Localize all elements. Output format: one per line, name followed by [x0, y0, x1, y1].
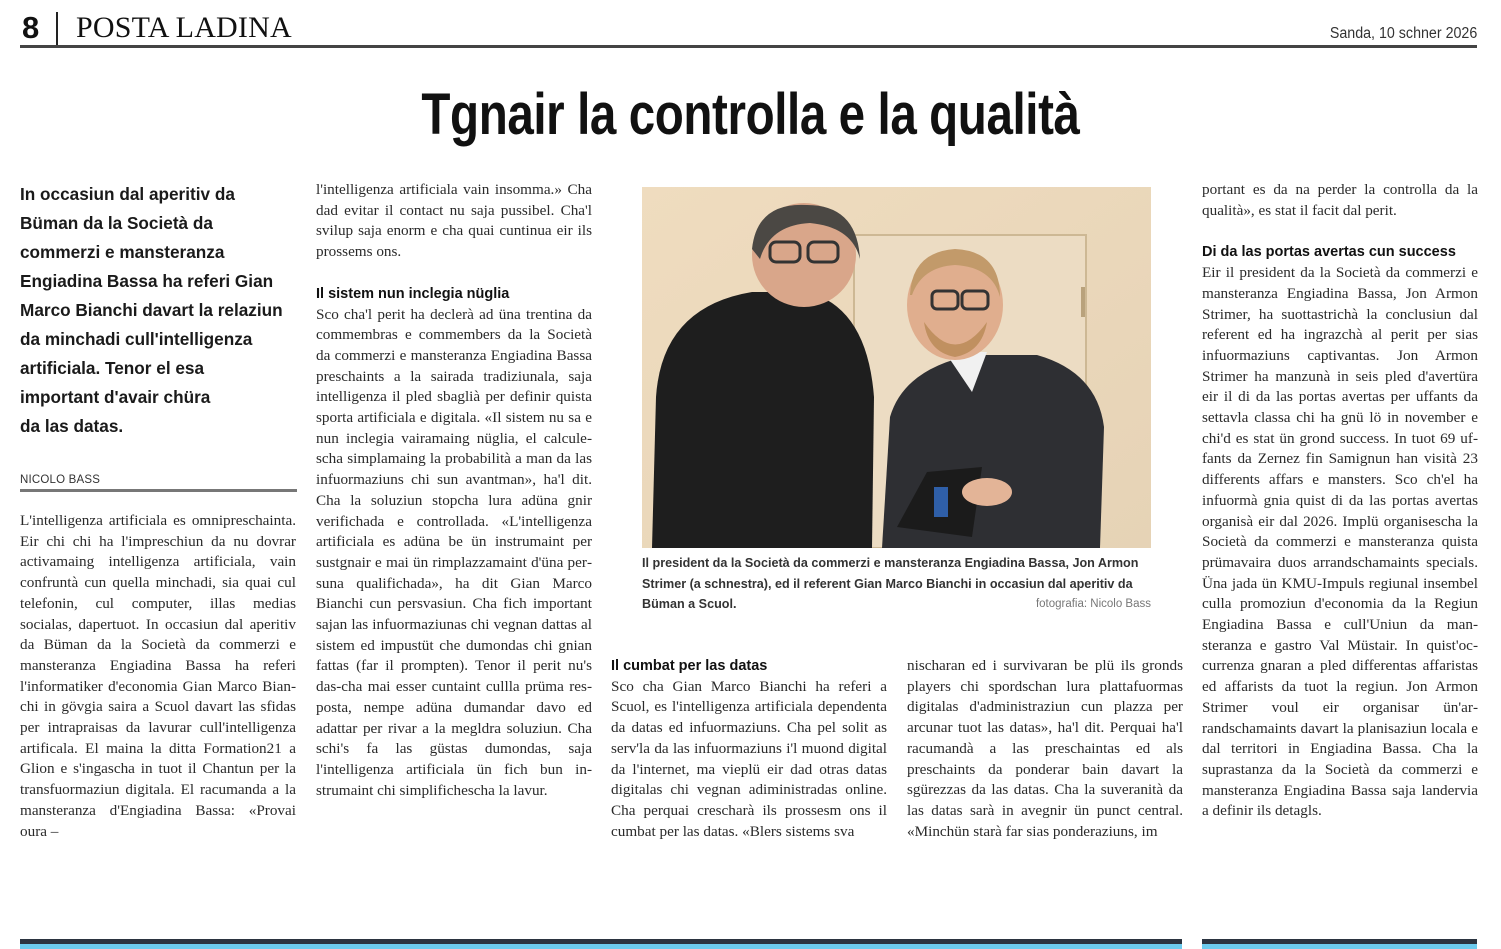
masthead [20, 8, 1477, 48]
page-number: 8 [22, 10, 40, 45]
photo-caption [642, 553, 1151, 615]
article-column-2 [316, 180, 592, 801]
body-paragraph: l'intelligenza artificiala vain insomma.» Cha dad evitar il contact nu saja pussibel. Cha'l svilup saja enorm e cha quai cuntinua eir ils prossems ons. [316, 181, 592, 261]
lead-line: Marco Bianchi davart la relaziun [20, 300, 283, 320]
body-paragraph: nischaran ed i survivaran be plü ils gronds players chi spordschan lura plattafuormas digitalas d'administraziun cun plazza per arcunar tuot las datas», ha'l dit. Perquai ha'l racumandà a las preschaintas ed als preschaints da ponderar bain davart la sgürezzas da las datas. Cha la suveranità da las datas sarà in avegnir ün punct central. «Minchün starà far sias ponderaziuns, im [907, 657, 1183, 840]
lead-line: Engiadina Bassa ha referi Gian [20, 271, 274, 291]
caption-text: Il president da la Società da commerzi e mansteranza Engiadina Bassa, Jon Armon Strimer (a schnestra), ed il referent Gian Marco Bianchi in occasiun dal aperitiv da Büman a Scuol. [642, 556, 1139, 611]
lead-line: Büman da la Società da [20, 213, 213, 233]
subheading: Il cumbat per las datas [611, 658, 768, 674]
body-paragraph: Sco cha'l perit ha declerà ad üna trentina da commembras e commembers da la Società da commerzi e mansteranza Engiadina Bassa preschaints a la sairada tradiziunala, saja intelligenza il pled sbaglià per definir quista sporta artificiala e digitala. «Il sistem nu sa e nun inclegia vairamaing nüglia, el calculescha simplamaing la probabilità a man da las infuormaziuns chi sun avantman», ha'l dit. Cha la soluziun stopcha lura adüna gnir verifichada e controllada. «L'intelligenza artificiala es adüna be ün instrumaint per sustgnair e mai ün rimplazzamaint d'üna persuna qualifichada», ha dit Gian Marco Bianchi cun persvasiun. Cha fich important sajan las infuormaziunas chi vegnan dattas al sistem ed impustüt che dumondas chi gnian fattas (far il prompten). Tenor il perit nu's das-cha mai esser cuntaint cullla prüma resposta, nempe adüna dumandar davo ed adattar per rivar a la megldra soluziun. Cha schi's fa las güstas dumondas, saja l'intelligenza artificiala ün fich bun instrumaint chi simplifichescha la lavur. [316, 305, 592, 799]
footer-bar-right [1202, 939, 1477, 949]
lead-line: da minchadi cull'intelligenza [20, 329, 253, 349]
issue-date: Sanda, 10 schner 2026 [1329, 25, 1477, 42]
masthead-separator [56, 12, 58, 48]
article-column-4 [907, 656, 1183, 842]
article-lead [20, 180, 290, 441]
body-paragraph: Sco cha Gian Marco Bianchi ha referi a Scuol, es l'intelligenza artificiala dependenta da datas ed infuormaziuns. Cha pel solit as serv'la da las infuormaziuns i'l muond digital da l'internet, ma vieplü eir dad otras datas digitalas chi vegnan adiministradas online. Cha perquai crescharà ils prossesm ons il cumbat per las datas. «Blers sistems sva [611, 677, 887, 840]
body-paragraph: portant es da na perder la controlla da la qualità», es stat il facit dal perit. [1202, 181, 1478, 219]
article-column-5 [1202, 180, 1478, 822]
subheading: Il sistem nun inclegia nüglia [316, 285, 510, 302]
body-paragraph: Eir il president da la Società da commerzi e mansteranza Engiadina Bassa, Jon Armon Strimer, ha suottastrichà la conclusiun dal referent ed ha ingrazchà al perit per sias infuormaziuns captivantas. Jon Armon Strimer ha manzunà in seis pled d'avertüra eir il di da las portas avertas per uffants da settavla classa chi ha gnü lö in november e chi'd es stat ün grond success. In tuot 69 uffants da Zernez fin Samignun han visità 23 differents affars e mansters. Sco ch'el ha infuormà gnia quist di da las portas avertas organisà eir dal 2026. Implü organisescha la Società da commerzi e mansteranza quista prümavaira duos arrandschamaints specials. Üna jada ün KMU-Impuls regiunal insembel culla promoziun d'economia da la Regiun Engiadina Bassa e cull'Uniun da mansteranza e gastro Val Müstair. In quist'occurrenza gnaran a pled differentas affaristas ed affarists da tuot la regiun. Jon Armon Strimer voul eir organisar ün'arrandschamaints davart la planisaziun locala e dal territori in Engiadina Bassa. Cha la suprastanza da la Società da commerzi e mansteranza Engiadina Bassa saja landervia a definir ils detagls. [1202, 264, 1478, 820]
photo-image [642, 187, 1151, 548]
lead-line: In occasiun dal aperitiv da [20, 184, 235, 204]
lead-line: important d'avair chüra [20, 387, 211, 407]
author-byline: NICOLO BASS [20, 474, 101, 486]
lead-line: artificiala. Tenor el esa [20, 358, 205, 378]
article-headline: Tgnair la controlla e la qualità [421, 82, 1080, 147]
article-column-1 [20, 511, 296, 842]
subheading: Di da las portas avertas cun success [1202, 244, 1456, 261]
body-paragraph: L'intelligenza artificiala es omnipreschainta. Eir chi chi ha l'impreschiun da nu dovrar activamaing intelligenza artificiala, vain confruntà cun quella minchadi, sia quai cul telefonin, cul computer, illas medias socialas, dapertuot. In occasiun dal aperitiv da Büman da la Società da commerzi e mansteranza Engiadina Bassa ha referi l'informatiker d'economia Gian Marco Bianchi in gövgia saira a Scuol davart las sfidas per intrapraisas da lavurar cull'intelligenza artificala. El maina la ditta Formation21 a Glion e s'ingascha in tuot il Chantun per la transfuormaziun digitala. El racumanda a la mansteranza d'Engiadina Bassa: «Provai oura – [20, 512, 296, 840]
article-photo [642, 187, 1151, 548]
masthead-rule [20, 45, 1477, 48]
byline-rule [20, 489, 297, 492]
photo-credit: fotografia: Nicolo Bass [1035, 598, 1151, 610]
lead-line: da las datas. [20, 416, 124, 436]
lead-line: commerzi e mansteranza [20, 242, 225, 262]
footer-bar-left [20, 939, 1182, 949]
article-column-3 [611, 656, 887, 842]
publication-name: POSTA LADINA [76, 11, 292, 44]
